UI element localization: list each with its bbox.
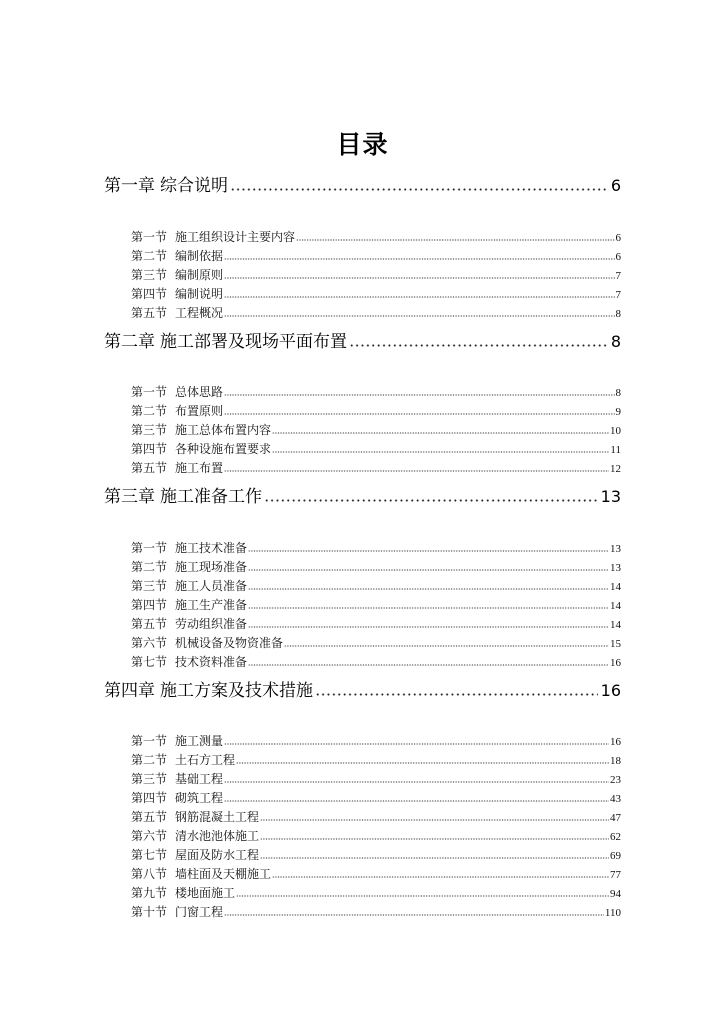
section-title: 施工人员准备 bbox=[175, 578, 248, 593]
leader-dots bbox=[264, 499, 598, 502]
section-list bbox=[131, 732, 621, 922]
section-page-number: 23 bbox=[610, 774, 621, 786]
leader-dots bbox=[272, 451, 609, 453]
toc-section-entry bbox=[131, 285, 621, 304]
leader-dots bbox=[272, 876, 609, 878]
section-page-number: 16 bbox=[610, 656, 621, 669]
section-page-number: 12 bbox=[610, 463, 621, 475]
leader-dots bbox=[224, 315, 614, 317]
section-title: 施工总体布置内容 bbox=[175, 423, 272, 437]
section-page-number: 94 bbox=[610, 888, 621, 900]
section-title: 编制依据 bbox=[175, 248, 224, 263]
section-page-number: 47 bbox=[610, 812, 621, 824]
section-title: 总体思路 bbox=[175, 385, 224, 399]
toc-chapter-entry bbox=[104, 485, 621, 509]
section-number: 第二节 bbox=[131, 248, 168, 263]
toc-section-entry bbox=[131, 304, 621, 323]
section-title: 编制说明 bbox=[175, 286, 224, 301]
section-page-number: 13 bbox=[610, 542, 621, 555]
section-page-number: 110 bbox=[604, 907, 621, 919]
section-title: 屋面及防水工程 bbox=[175, 848, 260, 862]
section-page-number: 14 bbox=[610, 580, 621, 593]
section-number: 第九节 bbox=[131, 886, 168, 900]
section-number: 第一节 bbox=[131, 385, 168, 399]
section-title: 施工组织设计主要内容 bbox=[175, 229, 296, 244]
section-title: 布置原则 bbox=[175, 404, 224, 418]
leader-dots bbox=[248, 550, 609, 552]
section-page-number: 13 bbox=[610, 561, 621, 574]
chapter-title: 施工准备工作 bbox=[160, 487, 262, 507]
leader-dots bbox=[224, 800, 609, 802]
section-page-number: 15 bbox=[610, 637, 621, 650]
chapter-title: 施工方案及技术措施 bbox=[160, 680, 313, 701]
toc-section-entry bbox=[131, 266, 621, 285]
section-page-number: 62 bbox=[610, 831, 621, 843]
section-page-number: 9 bbox=[615, 406, 621, 418]
section-page-number: 77 bbox=[610, 869, 621, 881]
toc-section-entry bbox=[131, 421, 621, 440]
toc-section-entry bbox=[131, 383, 621, 402]
chapter-number: 第一章 bbox=[104, 176, 155, 196]
section-list bbox=[131, 228, 621, 323]
leader-dots bbox=[260, 857, 609, 859]
toc-section-entry bbox=[131, 903, 621, 922]
leader-dots bbox=[349, 344, 608, 347]
section-number: 第一节 bbox=[131, 229, 168, 244]
section-page-number: 18 bbox=[610, 755, 621, 767]
toc-section-entry bbox=[131, 402, 621, 421]
leader-dots bbox=[224, 743, 609, 745]
chapter-page-number: 16 bbox=[600, 680, 621, 700]
leader-dots bbox=[224, 296, 614, 298]
section-number: 第七节 bbox=[131, 654, 168, 669]
section-number: 第五节 bbox=[131, 810, 168, 824]
leader-dots bbox=[224, 277, 614, 279]
section-page-number: 69 bbox=[610, 850, 621, 862]
leader-dots bbox=[248, 664, 609, 666]
section-number: 第五节 bbox=[131, 461, 168, 475]
section-number: 第二节 bbox=[131, 559, 168, 574]
chapter-number: 第四章 bbox=[104, 680, 155, 701]
section-number: 第三节 bbox=[131, 772, 168, 786]
chapter-title: 施工部署及现场平面布置 bbox=[160, 331, 347, 352]
section-list bbox=[131, 383, 621, 478]
table-of-contents bbox=[104, 129, 621, 929]
chapter-page-number: 6 bbox=[610, 176, 621, 195]
section-number: 第一节 bbox=[131, 540, 168, 555]
section-number: 第四节 bbox=[131, 597, 168, 612]
leader-dots bbox=[236, 895, 609, 897]
section-title: 各种设施布置要求 bbox=[175, 442, 272, 456]
section-page-number: 7 bbox=[615, 269, 621, 282]
toc-section-entry bbox=[131, 732, 621, 751]
leader-dots bbox=[248, 626, 609, 628]
section-number: 第八节 bbox=[131, 867, 168, 881]
section-title: 土石方工程 bbox=[175, 753, 236, 767]
toc-section-entry bbox=[131, 751, 621, 770]
section-page-number: 6 bbox=[615, 250, 621, 263]
leader-dots bbox=[315, 693, 598, 696]
leader-dots bbox=[224, 470, 609, 472]
section-number: 第三节 bbox=[131, 423, 168, 437]
section-title: 编制原则 bbox=[175, 267, 224, 282]
section-page-number: 10 bbox=[610, 425, 621, 437]
section-title: 施工生产准备 bbox=[175, 597, 248, 612]
toc-section-entry bbox=[131, 865, 621, 884]
section-number: 第五节 bbox=[131, 616, 168, 631]
chapter-page-number: 13 bbox=[600, 487, 621, 506]
section-page-number: 16 bbox=[610, 736, 621, 748]
leader-dots bbox=[224, 258, 614, 260]
toc-chapter-entry bbox=[104, 174, 621, 198]
leader-dots bbox=[224, 394, 614, 396]
leader-dots bbox=[248, 607, 609, 609]
leader-dots bbox=[224, 413, 614, 415]
leader-dots bbox=[272, 432, 609, 434]
leader-dots bbox=[260, 838, 609, 840]
section-title: 楼地面施工 bbox=[175, 886, 236, 900]
section-title: 机械设备及物资准备 bbox=[175, 635, 284, 650]
section-number: 第一节 bbox=[131, 734, 168, 748]
section-number: 第十节 bbox=[131, 905, 168, 919]
section-title: 门窗工程 bbox=[175, 905, 224, 919]
section-title: 施工技术准备 bbox=[175, 540, 248, 555]
toc-section-entry bbox=[131, 808, 621, 827]
leader-dots bbox=[248, 569, 609, 571]
section-number: 第七节 bbox=[131, 848, 168, 862]
toc-section-entry bbox=[131, 558, 621, 577]
section-number: 第五节 bbox=[131, 305, 168, 320]
section-number: 第六节 bbox=[131, 635, 168, 650]
section-title: 清水池池体施工 bbox=[175, 829, 260, 843]
section-number: 第四节 bbox=[131, 442, 168, 456]
toc-section-entry bbox=[131, 459, 621, 478]
toc-section-entry bbox=[131, 827, 621, 846]
section-number: 第四节 bbox=[131, 286, 168, 301]
toc-section-entry bbox=[131, 539, 621, 558]
section-page-number: 8 bbox=[615, 307, 621, 320]
section-number: 第四节 bbox=[131, 791, 168, 805]
leader-dots bbox=[284, 645, 609, 647]
section-number: 第二节 bbox=[131, 753, 168, 767]
section-number: 第三节 bbox=[131, 578, 168, 593]
chapter-number: 第三章 bbox=[104, 487, 155, 507]
section-title: 技术资料准备 bbox=[175, 654, 248, 669]
chapter-title: 综合说明 bbox=[160, 176, 228, 196]
toc-section-entry bbox=[131, 653, 621, 672]
toc-section-entry bbox=[131, 846, 621, 865]
toc-section-entry bbox=[131, 770, 621, 789]
chapter-page-number: 8 bbox=[610, 331, 621, 351]
section-title: 施工布置 bbox=[175, 461, 224, 475]
toc-chapter-entry bbox=[104, 679, 621, 703]
toc-section-entry bbox=[131, 884, 621, 903]
section-number: 第三节 bbox=[131, 267, 168, 282]
section-title: 劳动组织准备 bbox=[175, 616, 248, 631]
section-page-number: 7 bbox=[615, 288, 621, 301]
leader-dots bbox=[230, 188, 608, 191]
section-page-number: 8 bbox=[615, 387, 621, 399]
section-title: 基础工程 bbox=[175, 772, 224, 786]
leader-dots bbox=[260, 819, 609, 821]
section-title: 砌筑工程 bbox=[175, 791, 224, 805]
section-page-number: 14 bbox=[610, 618, 621, 631]
toc-section-entry bbox=[131, 228, 621, 247]
leader-dots bbox=[224, 914, 604, 916]
toc-title: 目录 bbox=[336, 130, 389, 159]
toc-section-entry bbox=[131, 577, 621, 596]
section-title: 墙柱面及天棚施工 bbox=[175, 867, 272, 881]
toc-section-entry bbox=[131, 596, 621, 615]
toc-chapter-entry bbox=[104, 330, 621, 354]
section-title: 施工现场准备 bbox=[175, 559, 248, 574]
section-page-number: 6 bbox=[615, 231, 621, 244]
section-page-number: 14 bbox=[610, 599, 621, 612]
leader-dots bbox=[224, 781, 609, 783]
section-title: 工程概况 bbox=[175, 305, 224, 320]
toc-section-entry bbox=[131, 440, 621, 459]
toc-section-entry bbox=[131, 247, 621, 266]
section-title: 钢筋混凝土工程 bbox=[175, 810, 260, 824]
section-number: 第六节 bbox=[131, 829, 168, 843]
section-page-number: 11 bbox=[610, 444, 621, 456]
section-title: 施工测量 bbox=[175, 734, 224, 748]
chapter-number: 第二章 bbox=[104, 331, 155, 352]
section-number: 第二节 bbox=[131, 404, 168, 418]
toc-section-entry bbox=[131, 615, 621, 634]
leader-dots bbox=[248, 588, 609, 590]
section-list bbox=[131, 539, 621, 672]
section-page-number: 43 bbox=[610, 793, 621, 805]
toc-section-entry bbox=[131, 634, 621, 653]
toc-section-entry bbox=[131, 789, 621, 808]
leader-dots bbox=[296, 239, 614, 241]
leader-dots bbox=[236, 762, 609, 764]
